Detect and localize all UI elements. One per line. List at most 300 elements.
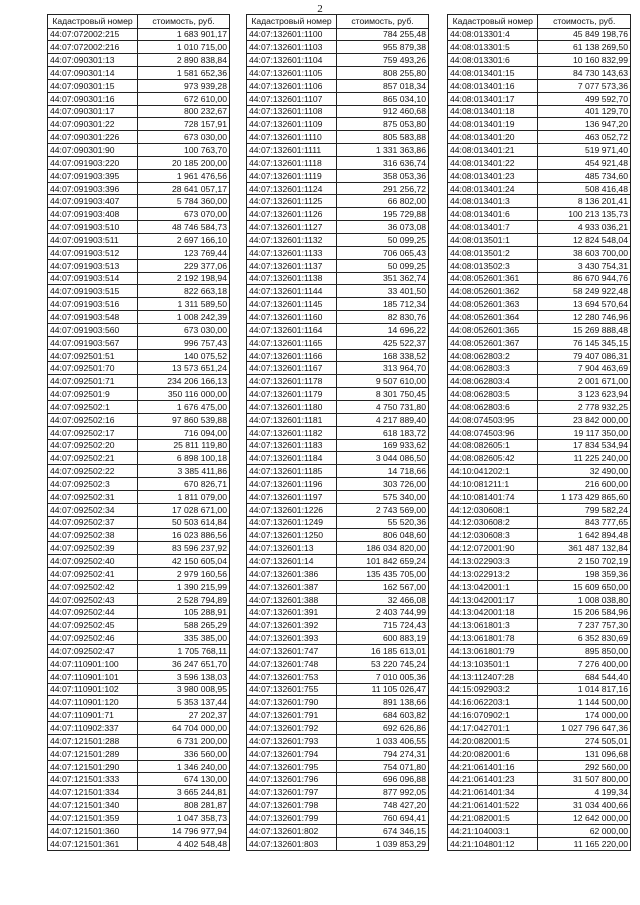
- table-row: [448, 824, 631, 837]
- table-row: [448, 285, 631, 298]
- table-row: [448, 54, 631, 67]
- table-row: [247, 349, 429, 362]
- header-cadastral: Кадастровый номер: [247, 15, 337, 29]
- table-row: [448, 182, 631, 195]
- table-row: [247, 208, 429, 221]
- table-row: [247, 645, 429, 658]
- cadastral-number-cell: 44:12:030608:1: [448, 503, 538, 516]
- cost-cell: 64 704 000,00: [138, 722, 230, 735]
- table-row: [48, 452, 230, 465]
- table-row: [247, 182, 429, 195]
- cost-table-3: [447, 14, 631, 851]
- table-row: [448, 734, 631, 747]
- cadastral-number-cell: 44:07:121501:361: [48, 837, 138, 850]
- cadastral-number-cell: 44:07:132601:798: [247, 799, 337, 812]
- cost-cell: 692 626,86: [337, 722, 429, 735]
- cost-cell: 2 403 744,99: [337, 606, 429, 619]
- cadastral-number-cell: 44:13:061801:78: [448, 632, 538, 645]
- table-row: [247, 28, 429, 41]
- cadastral-number-cell: 44:07:132601:1145: [247, 298, 337, 311]
- cost-cell: 50 099,25: [337, 234, 429, 247]
- cadastral-number-cell: 44:07:132601:799: [247, 811, 337, 824]
- cost-cell: 20 185 200,00: [138, 156, 230, 169]
- cost-cell: 335 385,00: [138, 632, 230, 645]
- cost-cell: 45 849 198,76: [538, 28, 631, 41]
- table-row: [448, 619, 631, 632]
- table-row: [48, 837, 230, 850]
- table-row: [448, 452, 631, 465]
- cadastral-number-cell: 44:12:072001:90: [448, 542, 538, 555]
- table-row: [48, 311, 230, 324]
- cadastral-number-cell: 44:08:062803:4: [448, 375, 538, 388]
- cost-cell: 101 842 659,24: [337, 555, 429, 568]
- table-row: [48, 182, 230, 195]
- cadastral-number-cell: 44:13:022913:2: [448, 567, 538, 580]
- cost-cell: 11 105 026,47: [337, 683, 429, 696]
- cadastral-number-cell: 44:07:092502:20: [48, 439, 138, 452]
- cadastral-number-cell: 44:07:092501:9: [48, 388, 138, 401]
- cadastral-number-cell: 44:07:092501:51: [48, 349, 138, 362]
- cost-cell: 600 883,19: [337, 632, 429, 645]
- table-row: [247, 734, 429, 747]
- cost-cell: 303 726,00: [337, 478, 429, 491]
- cost-cell: 673 030,00: [138, 131, 230, 144]
- cadastral-number-cell: 44:07:110901:102: [48, 683, 138, 696]
- table-row: [48, 336, 230, 349]
- cadastral-number-cell: 44:07:132601:1196: [247, 478, 337, 491]
- cadastral-number-cell: 44:07:132601:792: [247, 722, 337, 735]
- cadastral-number-cell: 44:07:121501:340: [48, 799, 138, 812]
- cadastral-number-cell: 44:07:090301:15: [48, 79, 138, 92]
- cadastral-number-cell: 44:20:082001:6: [448, 747, 538, 760]
- cadastral-number-cell: 44:08:013401:22: [448, 156, 538, 169]
- table-row: [48, 606, 230, 619]
- cost-cell: 50 099,25: [337, 259, 429, 272]
- table-row: [48, 41, 230, 54]
- cadastral-number-cell: 44:07:132601:386: [247, 567, 337, 580]
- cadastral-number-cell: 44:07:132601:1183: [247, 439, 337, 452]
- cost-cell: 7 237 757,30: [538, 619, 631, 632]
- cadastral-number-cell: 44:07:091903:560: [48, 323, 138, 336]
- table-row: [448, 400, 631, 413]
- cost-cell: 1 144 500,00: [538, 696, 631, 709]
- cost-cell: 759 493,26: [337, 54, 429, 67]
- cost-cell: 131 096,68: [538, 747, 631, 760]
- cost-cell: 12 824 548,04: [538, 234, 631, 247]
- cost-cell: 61 138 269,50: [538, 41, 631, 54]
- table-row: [448, 645, 631, 658]
- cadastral-number-cell: 44:08:074503:96: [448, 426, 538, 439]
- cost-table-1: [47, 14, 230, 851]
- cadastral-number-cell: 44:07:091903:408: [48, 208, 138, 221]
- cadastral-number-cell: 44:08:062803:3: [448, 362, 538, 375]
- cost-cell: 674 346,15: [337, 824, 429, 837]
- cost-cell: 808 255,80: [337, 67, 429, 80]
- table-row: [48, 786, 230, 799]
- cadastral-number-cell: 44:07:091903:513: [48, 259, 138, 272]
- table-row: [247, 632, 429, 645]
- table-row: [448, 234, 631, 247]
- cost-cell: 1 008 038,80: [538, 593, 631, 606]
- cadastral-number-cell: 44:07:132601:1181: [247, 413, 337, 426]
- cost-cell: 1 331 363,86: [337, 144, 429, 157]
- cost-cell: 806 048,60: [337, 529, 429, 542]
- table-row: [247, 272, 429, 285]
- cadastral-number-cell: 44:07:132601:1184: [247, 452, 337, 465]
- cadastral-number-cell: 44:07:132601:391: [247, 606, 337, 619]
- table-row: [448, 105, 631, 118]
- table-row: [48, 516, 230, 529]
- table-row: [247, 593, 429, 606]
- cadastral-number-cell: 44:07:121501:290: [48, 760, 138, 773]
- cadastral-number-cell: 44:21:061401:34: [448, 786, 538, 799]
- cost-cell: 843 777,65: [538, 516, 631, 529]
- cost-cell: 28 641 057,17: [138, 182, 230, 195]
- cadastral-number-cell: 44:07:110901:71: [48, 709, 138, 722]
- cost-cell: 195 729,88: [337, 208, 429, 221]
- cadastral-number-cell: 44:21:061401:16: [448, 760, 538, 773]
- cost-cell: 973 939,28: [138, 79, 230, 92]
- cost-cell: 401 129,70: [538, 105, 631, 118]
- cost-cell: 1 346 240,00: [138, 760, 230, 773]
- cadastral-number-cell: 44:21:082001:5: [448, 811, 538, 824]
- cost-cell: 33 401,50: [337, 285, 429, 298]
- cadastral-number-cell: 44:07:132601:393: [247, 632, 337, 645]
- cadastral-number-cell: 44:07:132601:1110: [247, 131, 337, 144]
- cost-cell: 799 582,24: [538, 503, 631, 516]
- table-row: [48, 79, 230, 92]
- cost-cell: 519 971,40: [538, 144, 631, 157]
- cadastral-number-cell: 44:07:132601:748: [247, 657, 337, 670]
- table-row: [448, 542, 631, 555]
- cost-cell: 673 030,00: [138, 323, 230, 336]
- cadastral-number-cell: 44:13:042001:18: [448, 606, 538, 619]
- table-row: [48, 349, 230, 362]
- cost-cell: 82 830,76: [337, 311, 429, 324]
- table-row: [448, 490, 631, 503]
- table-row: [247, 375, 429, 388]
- cost-cell: 2 890 838,84: [138, 54, 230, 67]
- cadastral-number-cell: 44:07:132601:388: [247, 593, 337, 606]
- table-row: [247, 169, 429, 182]
- cost-cell: 1 683 901,17: [138, 28, 230, 41]
- cost-cell: 1 642 894,48: [538, 529, 631, 542]
- cadastral-number-cell: 44:07:121501:333: [48, 773, 138, 786]
- cadastral-number-cell: 44:07:090301:16: [48, 92, 138, 105]
- table-row: [448, 580, 631, 593]
- table-row: [247, 298, 429, 311]
- cadastral-number-cell: 44:07:132601:791: [247, 709, 337, 722]
- cadastral-number-cell: 44:07:092502:16: [48, 413, 138, 426]
- cadastral-number-cell: 44:07:091903:567: [48, 336, 138, 349]
- cadastral-number-cell: 44:07:132601:1180: [247, 400, 337, 413]
- cost-cell: 673 070,00: [138, 208, 230, 221]
- cost-cell: 425 522,37: [337, 336, 429, 349]
- table-row: [48, 67, 230, 80]
- table-row: [247, 118, 429, 131]
- table-row: [247, 323, 429, 336]
- cadastral-number-cell: 44:07:132601:13: [247, 542, 337, 555]
- cadastral-number-cell: 44:21:061401:23: [448, 773, 538, 786]
- table-row: [448, 657, 631, 670]
- table-row: [48, 734, 230, 747]
- table-row: [247, 362, 429, 375]
- cadastral-number-cell: 44:08:052601:362: [448, 285, 538, 298]
- cost-cell: 3 123 623,94: [538, 388, 631, 401]
- cost-cell: 291 256,72: [337, 182, 429, 195]
- table-row: [448, 221, 631, 234]
- table-row: [448, 92, 631, 105]
- table-row: [448, 118, 631, 131]
- cost-cell: 7 077 573,36: [538, 79, 631, 92]
- cadastral-number-cell: 44:08:013401:6: [448, 208, 538, 221]
- table-row: [48, 529, 230, 542]
- table-row: [247, 619, 429, 632]
- cadastral-number-cell: 44:07:132601:1144: [247, 285, 337, 298]
- cadastral-number-cell: 44:07:132601:1138: [247, 272, 337, 285]
- header-cadastral: Кадастровый номер: [448, 15, 538, 29]
- cost-cell: 454 921,48: [538, 156, 631, 169]
- cost-cell: 4 933 036,21: [538, 221, 631, 234]
- cost-cell: 485 734,60: [538, 169, 631, 182]
- cost-cell: 1 008 242,39: [138, 311, 230, 324]
- table-row: [48, 542, 230, 555]
- table-row: [247, 234, 429, 247]
- cost-cell: 1 961 476,56: [138, 169, 230, 182]
- table-row: [448, 516, 631, 529]
- cadastral-number-cell: 44:08:013502:3: [448, 259, 538, 272]
- cadastral-number-cell: 44:07:132601:796: [247, 773, 337, 786]
- cost-cell: 36 073,08: [337, 221, 429, 234]
- cadastral-number-cell: 44:07:132601:1178: [247, 375, 337, 388]
- table-row: [48, 208, 230, 221]
- cadastral-number-cell: 44:07:132601:1133: [247, 246, 337, 259]
- cadastral-number-cell: 44:07:072002:215: [48, 28, 138, 41]
- table-row: [48, 593, 230, 606]
- cadastral-number-cell: 44:08:013401:18: [448, 105, 538, 118]
- cadastral-number-cell: 44:08:013301:4: [448, 28, 538, 41]
- table-row: [247, 311, 429, 324]
- cadastral-number-cell: 44:13:042001:17: [448, 593, 538, 606]
- cadastral-number-cell: 44:07:132601:1111: [247, 144, 337, 157]
- cost-cell: 794 274,31: [337, 747, 429, 760]
- table-row: [48, 156, 230, 169]
- table-row: [247, 67, 429, 80]
- table-row: [48, 195, 230, 208]
- cadastral-number-cell: 44:07:092502:1: [48, 400, 138, 413]
- table-row: [247, 131, 429, 144]
- cadastral-number-cell: 44:07:090301:14: [48, 67, 138, 80]
- cadastral-number-cell: 44:07:132601:392: [247, 619, 337, 632]
- table-row: [448, 799, 631, 812]
- cost-cell: 808 281,87: [138, 799, 230, 812]
- table-row: [448, 593, 631, 606]
- cost-cell: 6 352 830,69: [538, 632, 631, 645]
- cadastral-number-cell: 44:17:042701:1: [448, 722, 538, 735]
- cost-cell: 2 743 569,00: [337, 503, 429, 516]
- table-row: [247, 811, 429, 824]
- cadastral-number-cell: 44:07:092502:39: [48, 542, 138, 555]
- cost-table-2: [246, 14, 429, 851]
- cadastral-number-cell: 44:08:062803:6: [448, 400, 538, 413]
- table-row: [48, 28, 230, 41]
- cadastral-number-cell: 44:07:132601:1250: [247, 529, 337, 542]
- table-row: [448, 670, 631, 683]
- cost-cell: 17 028 671,00: [138, 503, 230, 516]
- cost-cell: 4 750 731,80: [337, 400, 429, 413]
- cost-cell: 1 033 406,55: [337, 734, 429, 747]
- cost-cell: 715 724,43: [337, 619, 429, 632]
- cadastral-number-cell: 44:07:132601:1126: [247, 208, 337, 221]
- cadastral-number-cell: 44:07:132601:1119: [247, 169, 337, 182]
- cost-cell: 6 898 100,18: [138, 452, 230, 465]
- cost-cell: 748 427,20: [337, 799, 429, 812]
- cadastral-number-cell: 44:08:013301:5: [448, 41, 538, 54]
- table-row: [48, 246, 230, 259]
- table-row: [247, 41, 429, 54]
- cadastral-number-cell: 44:12:030608:2: [448, 516, 538, 529]
- cost-cell: 8 136 201,41: [538, 195, 631, 208]
- cost-cell: 2 778 932,25: [538, 400, 631, 413]
- cadastral-number-cell: 44:07:132601:1125: [247, 195, 337, 208]
- cost-cell: 350 116 000,00: [138, 388, 230, 401]
- cost-cell: 185 712,34: [337, 298, 429, 311]
- table-row: [48, 670, 230, 683]
- cost-cell: 351 362,74: [337, 272, 429, 285]
- table-row: [247, 156, 429, 169]
- cadastral-number-cell: 44:07:092502:17: [48, 426, 138, 439]
- cadastral-number-cell: 44:13:103501:1: [448, 657, 538, 670]
- cadastral-number-cell: 44:07:132601:1109: [247, 118, 337, 131]
- cadastral-number-cell: 44:08:052601:364: [448, 311, 538, 324]
- table-row: [48, 696, 230, 709]
- table-row: [448, 41, 631, 54]
- cost-cell: 32 490,00: [538, 465, 631, 478]
- cadastral-number-cell: 44:20:082001:5: [448, 734, 538, 747]
- cost-cell: 84 730 143,63: [538, 67, 631, 80]
- cadastral-number-cell: 44:07:091903:511: [48, 234, 138, 247]
- cadastral-number-cell: 44:07:091903:512: [48, 246, 138, 259]
- cost-cell: 55 520,36: [337, 516, 429, 529]
- cost-cell: 27 202,37: [138, 709, 230, 722]
- table-row: [48, 272, 230, 285]
- cadastral-number-cell: 44:08:013401:19: [448, 118, 538, 131]
- cost-cell: 754 071,80: [337, 760, 429, 773]
- cadastral-number-cell: 44:07:092502:3: [48, 478, 138, 491]
- table-row: [48, 400, 230, 413]
- cadastral-number-cell: 44:07:132601:797: [247, 786, 337, 799]
- table-row: [48, 234, 230, 247]
- cadastral-number-cell: 44:13:042001:1: [448, 580, 538, 593]
- cadastral-number-cell: 44:08:013401:3: [448, 195, 538, 208]
- cadastral-number-cell: 44:07:132601:794: [247, 747, 337, 760]
- cadastral-number-cell: 44:08:062803:2: [448, 349, 538, 362]
- cost-cell: 25 811 119,80: [138, 439, 230, 452]
- table-row: [48, 131, 230, 144]
- table-row: [448, 144, 631, 157]
- cost-cell: 1 014 817,16: [538, 683, 631, 696]
- table-row: [247, 336, 429, 349]
- cost-cell: 13 694 570,64: [538, 298, 631, 311]
- table-row: [48, 580, 230, 593]
- table-row: [448, 709, 631, 722]
- cost-cell: 10 160 832,99: [538, 54, 631, 67]
- cost-cell: 198 359,36: [538, 567, 631, 580]
- cadastral-number-cell: 44:07:090301:22: [48, 118, 138, 131]
- table-row: [448, 773, 631, 786]
- cost-cell: 11 165 220,00: [538, 837, 631, 850]
- cost-cell: 3 980 008,95: [138, 683, 230, 696]
- cost-cell: 696 096,88: [337, 773, 429, 786]
- table-row: [48, 824, 230, 837]
- table-row: [448, 67, 631, 80]
- cost-cell: 53 220 745,24: [337, 657, 429, 670]
- table-row: [48, 683, 230, 696]
- table-row: [247, 760, 429, 773]
- table-row: [247, 195, 429, 208]
- cadastral-number-cell: 44:07:110901:101: [48, 670, 138, 683]
- cost-cell: 805 583,88: [337, 131, 429, 144]
- table-row: [448, 246, 631, 259]
- table-row: [48, 375, 230, 388]
- table-row: [247, 221, 429, 234]
- header-cost: стоимость, руб.: [337, 15, 429, 29]
- cadastral-number-cell: 44:16:070902:1: [448, 709, 538, 722]
- cadastral-number-cell: 44:07:121501:360: [48, 824, 138, 837]
- cadastral-number-cell: 44:07:132601:753: [247, 670, 337, 683]
- cadastral-number-cell: 44:07:132601:1249: [247, 516, 337, 529]
- table-row: [448, 413, 631, 426]
- table-row: [247, 452, 429, 465]
- table-row: [48, 259, 230, 272]
- table-row: [247, 400, 429, 413]
- table-row: [448, 606, 631, 619]
- table-row: [48, 811, 230, 824]
- table-row: [448, 131, 631, 144]
- cadastral-number-cell: 44:07:091903:516: [48, 298, 138, 311]
- cadastral-number-cell: 44:07:110901:100: [48, 657, 138, 670]
- cadastral-number-cell: 44:07:090301:13: [48, 54, 138, 67]
- table-row: [448, 529, 631, 542]
- table-row: [48, 105, 230, 118]
- cost-cell: 174 000,00: [538, 709, 631, 722]
- cost-cell: 14 696,22: [337, 323, 429, 336]
- table-row: [247, 555, 429, 568]
- cost-cell: 140 075,52: [138, 349, 230, 362]
- table-row: [247, 696, 429, 709]
- cadastral-number-cell: 44:15:092903:2: [448, 683, 538, 696]
- cost-cell: 9 507 610,00: [337, 375, 429, 388]
- table-row: [48, 144, 230, 157]
- cadastral-number-cell: 44:07:132601:795: [247, 760, 337, 773]
- cadastral-number-cell: 44:07:132601:1166: [247, 349, 337, 362]
- cost-cell: 66 802,00: [337, 195, 429, 208]
- cadastral-number-cell: 44:07:132601:387: [247, 580, 337, 593]
- cost-cell: 316 636,74: [337, 156, 429, 169]
- cost-cell: 800 232,67: [138, 105, 230, 118]
- cost-cell: 7 010 005,36: [337, 670, 429, 683]
- cost-cell: 274 505,01: [538, 734, 631, 747]
- table-row: [448, 747, 631, 760]
- cadastral-number-cell: 44:13:022903:3: [448, 555, 538, 568]
- cost-cell: 16 185 613,01: [337, 645, 429, 658]
- cost-cell: 42 150 605,04: [138, 555, 230, 568]
- cadastral-number-cell: 44:07:092502:46: [48, 632, 138, 645]
- cadastral-number-cell: 44:07:132601:1105: [247, 67, 337, 80]
- table-row: [48, 555, 230, 568]
- cost-cell: 2 192 198,94: [138, 272, 230, 285]
- cadastral-number-cell: 44:21:104801:12: [448, 837, 538, 850]
